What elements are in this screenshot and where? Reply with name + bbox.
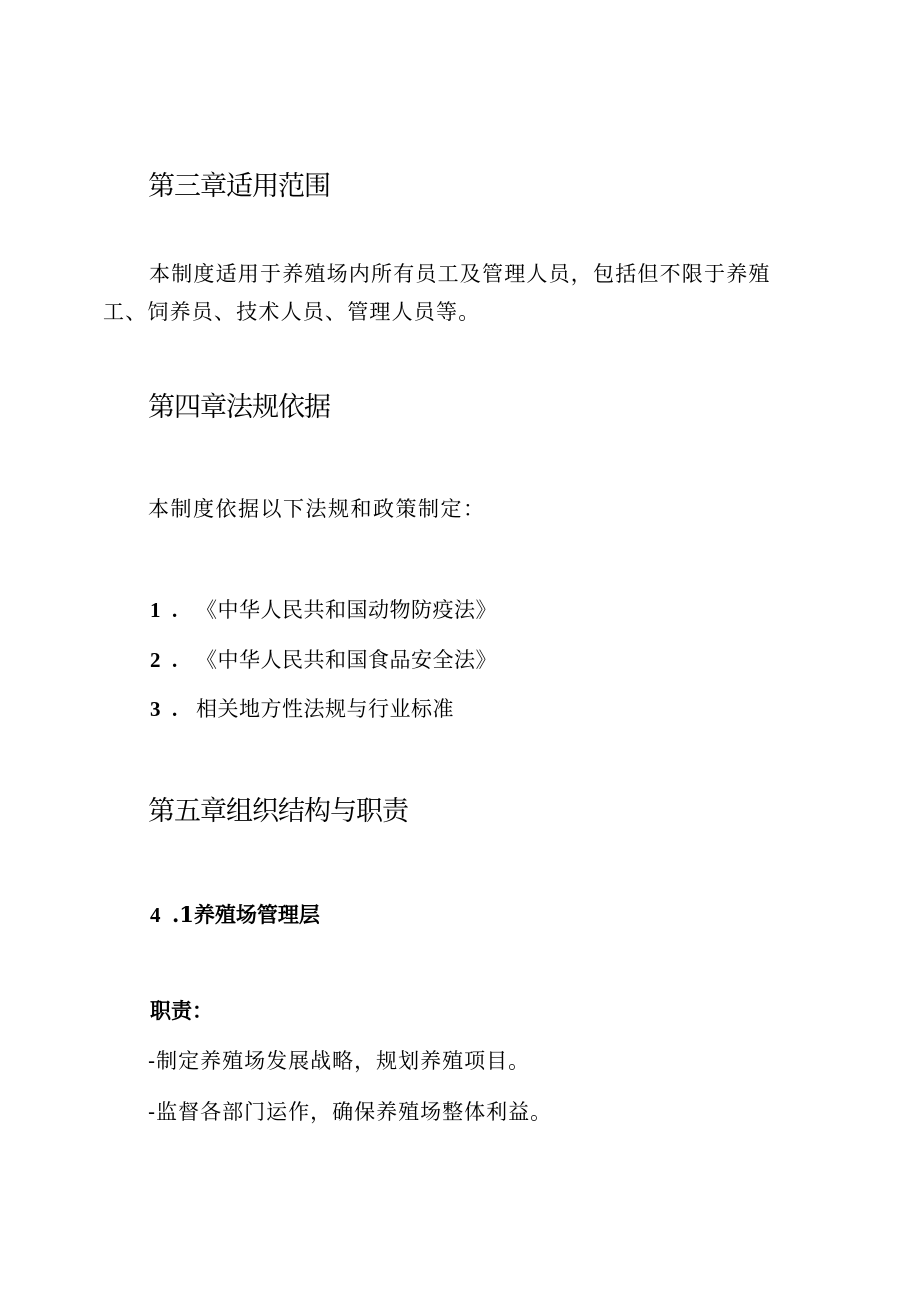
section-label: .1养殖场管理层: [172, 902, 320, 927]
list-item: [150, 645, 497, 675]
duty-item: -监督各部门运作，确保养殖场整体利益。: [148, 1100, 553, 1124]
list-dot: .: [172, 648, 178, 672]
list-item: [150, 595, 497, 625]
chapter-4-intro: 本制度依据以下法规和政策制定：: [148, 497, 486, 521]
section-number: 4: [150, 903, 161, 927]
duty-item: -制定养殖场发展战略，规划养殖项目。: [148, 1049, 531, 1073]
list-dot: .: [172, 598, 178, 622]
section-heading: [150, 900, 320, 930]
list-number: 2: [150, 648, 161, 672]
list-text: 相关地方性法规与行业标准: [196, 697, 454, 721]
duties-label: 职责：: [150, 998, 213, 1023]
list-text: 《中华人民共和国食品安全法》: [196, 648, 497, 672]
chapter-3-title: 第三章适用范围: [148, 171, 330, 202]
list-number: 3: [150, 697, 161, 721]
list-item: [150, 694, 454, 724]
list-number: 1: [150, 598, 161, 622]
chapter-4-title: 第四章法规依据: [148, 392, 330, 423]
chapter-3-paragraph: 本制度适用于养殖场内所有员工及管理人员，包括但不限于养殖工、饲养员、技术人员、管理人员等。: [103, 262, 771, 324]
chapter-5-title: 第五章组织结构与职责: [148, 796, 408, 827]
list-text: 《中华人民共和国动物防疫法》: [196, 598, 497, 622]
list-dot: .: [172, 697, 178, 721]
